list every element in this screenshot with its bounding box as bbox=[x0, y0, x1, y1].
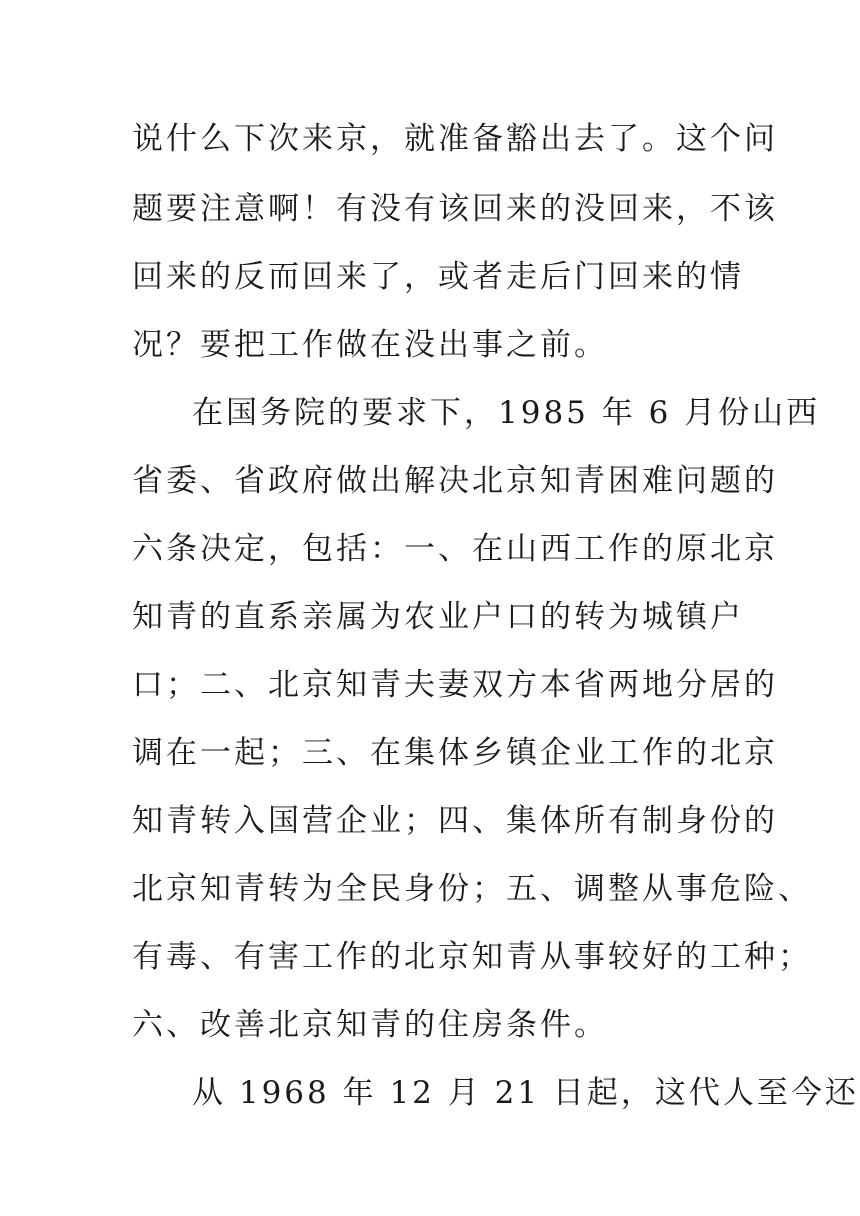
text-line: 口；二、北京知青夫妻双方本省两地分居的 bbox=[132, 667, 778, 703]
text-line: 题要注意啊！有没有该回来的没回来，不该 bbox=[132, 191, 778, 227]
text-line: 有毒、有害工作的北京知青从事较好的工种； bbox=[132, 939, 812, 975]
text-line: 回来的反而回来了，或者走后门回来的情 bbox=[132, 259, 744, 295]
text-line: 知青转入国营企业；四、集体所有制身份的 bbox=[132, 803, 778, 839]
text-line: 省委、省政府做出解决北京知青困难问题的 bbox=[132, 463, 778, 499]
text-line: 六条决定，包括：一、在山西工作的原北京 bbox=[132, 531, 778, 567]
text-line: 况？要把工作做在没出事之前。 bbox=[132, 327, 608, 363]
text-line: 说什么下次来京，就准备豁出去了。这个问 bbox=[132, 121, 778, 157]
text-line: 北京知青转为全民身份；五、调整从事危险、 bbox=[132, 871, 812, 907]
text-line: 调在一起；三、在集体乡镇企业工作的北京 bbox=[132, 735, 778, 771]
paragraph-start-line: 在国务院的要求下，1985 年 6 月份山西 bbox=[192, 395, 821, 431]
paragraph-start-line: 从 1968 年 12 月 21 日起，这代人至今还 bbox=[192, 1075, 859, 1111]
text-line: 知青的直系亲属为农业户口的转为城镇户 bbox=[132, 599, 744, 635]
text-line: 六、改善北京知青的住房条件。 bbox=[132, 1007, 608, 1043]
